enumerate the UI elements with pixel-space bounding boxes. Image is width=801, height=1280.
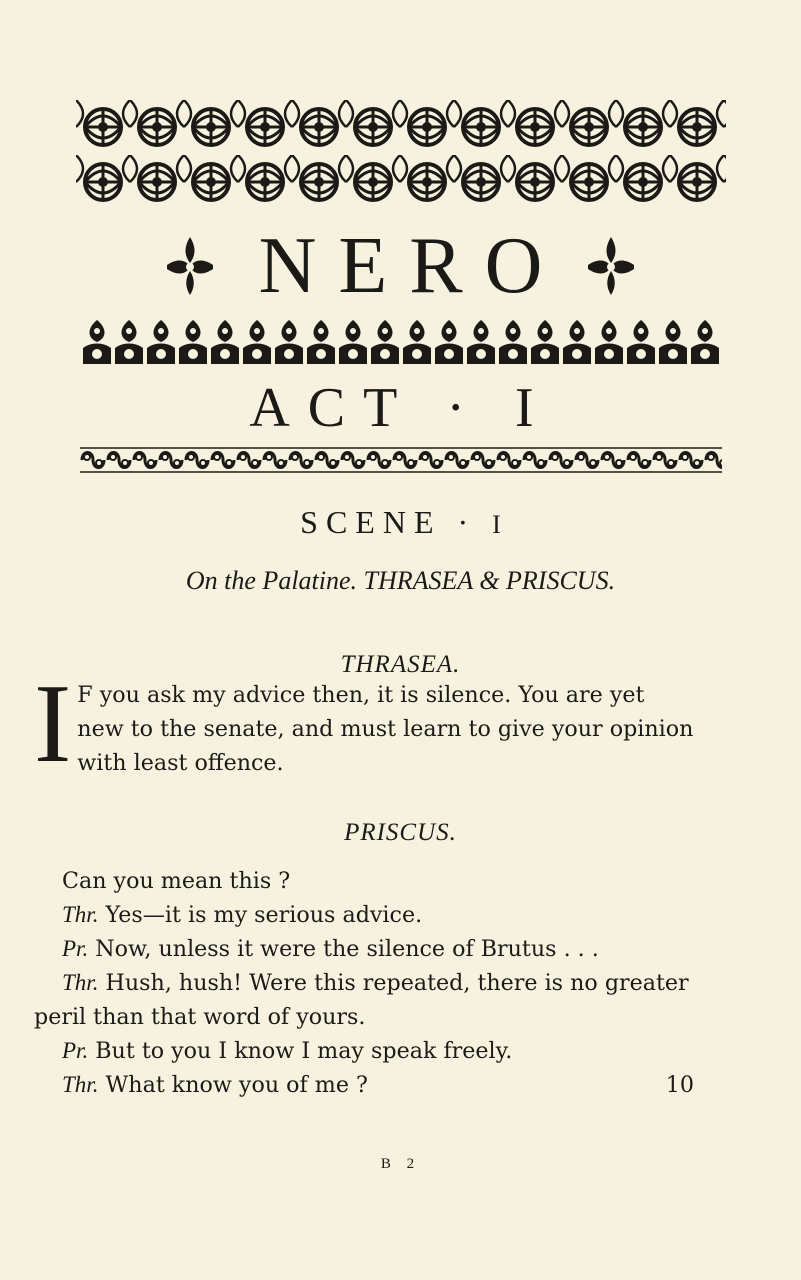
speaker-abbrev: Thr. — [62, 970, 99, 995]
speaker-abbrev: Thr. — [62, 1072, 99, 1097]
speaker-abbrev: Pr. — [62, 936, 89, 961]
line-text: But to you I know I may speak freely. — [88, 1038, 513, 1064]
line-text: Now, unless it were the silence of Brutus . . . — [88, 936, 599, 962]
dialogue-line — [34, 966, 694, 1034]
dialogue-line — [34, 932, 694, 966]
speech-text: F you ask my advice then, it is silence. You are yet new to the senate, and must learn to give your opinion with least offence. — [77, 682, 694, 776]
signature-mark: B 2 — [380, 1156, 421, 1172]
scene-label: SCENE · — [300, 504, 493, 540]
fleuron-icon — [165, 235, 215, 297]
line-text: Hush, hush! Were this repeated, there is no greater peril than that word of yours. — [34, 970, 689, 1030]
line-text: Can you mean this ? — [62, 868, 291, 894]
line-text: Yes—it is my serious advice. — [98, 902, 423, 928]
speaker-heading-priscus: PRISCUS. — [344, 819, 457, 846]
dialogue-line — [34, 864, 694, 898]
dialogue-line — [34, 1034, 694, 1068]
dialogue — [34, 864, 694, 1102]
scene-setting: On the Palatine. THRASEA & PRISCUS. — [185, 566, 616, 595]
dialogue-line — [34, 898, 694, 932]
line-text: What know you of me ? — [98, 1072, 368, 1098]
scene-heading — [0, 506, 801, 538]
play-title: NERO — [258, 222, 565, 310]
line-number: 10 — [665, 1072, 694, 1098]
drop-cap: I — [34, 662, 72, 786]
knotwork-band-icon — [0, 100, 801, 210]
speaker-abbrev: Thr. — [62, 902, 99, 927]
act-heading: ACT · I — [249, 377, 552, 439]
speaker-abbrev: Pr. — [62, 1038, 89, 1063]
title-row — [0, 222, 801, 310]
dialogue-line — [34, 1068, 694, 1102]
interlace-band-icon — [0, 318, 801, 366]
speaker-heading-thrasea: THRASEA. — [340, 651, 461, 678]
fleuron-icon — [586, 235, 636, 297]
scene-number: I — [492, 510, 501, 539]
scroll-band-icon — [0, 444, 801, 476]
